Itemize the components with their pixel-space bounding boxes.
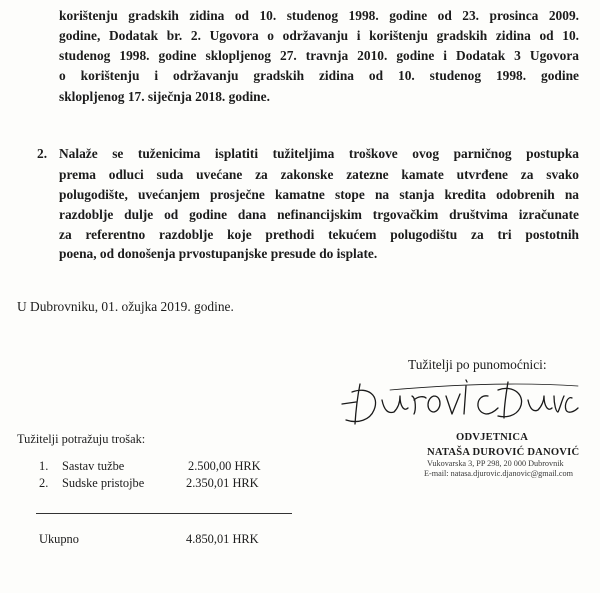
item1-line-1: korištenju gradskih zidina od 10. studenog 1998. godine od 23. prosinca 2009. [59, 8, 579, 23]
item1-line-5: sklopljenog 17. siječnja 2018. godine. [59, 89, 270, 104]
cost-item-2-num: 2. [39, 476, 49, 490]
item2-line-6: poena, od donošenja prvostupanjske presude do isplate. [59, 246, 378, 261]
item2-line-3: polugodište, uvećanjem prosječne kamatne stope na stanja kredita odobrenih na [59, 187, 579, 202]
stamp-title: ODVJETNICA [456, 432, 529, 443]
item1-line-3: studenog 1998. godine sklopljenog 27. travnja 2010. godine i Dodatak 3 Ugovora [59, 48, 579, 63]
cost-item-1-amount: 2.500,00 HRK [188, 459, 261, 473]
stamp-address: Vukovarska 3, PP 298, 20 000 Dubrovnik [427, 459, 564, 468]
signature-graphic [338, 378, 586, 436]
stamp-name: NATAŠA DUROVIĆ DANOVIĆ [427, 447, 580, 458]
stamp-email: E-mail: natasa.djurovic.djanovic@gmail.com [424, 469, 573, 478]
total-amount: 4.850,01 HRK [186, 532, 259, 546]
item2-line-4: razdoblje dulje od godine dana nefinancijskim trgovačkim društvima izračunate [59, 207, 579, 222]
item1-line-2: godine, Dodatak br. 2. Ugovora o održavanju i korištenju gradskih zidina od 10. [59, 28, 579, 43]
item2-line-1: Nalaže se tuženicima isplatiti tužiteljima troškove ovog parničnog postupka [59, 146, 579, 161]
item2-number: 2. [37, 146, 48, 161]
item2-line-5: za referentno razdoblje koje prethodi tekućem polugodištu za tri postotnih [59, 227, 579, 242]
cost-item-2-amount: 2.350,01 HRK [186, 476, 259, 490]
item2-line-2: prema odluci suda uvećane za zakonske zatezne kamate utvrđene za svako [59, 167, 579, 182]
total-divider [36, 513, 292, 514]
cost-item-2-label: Sudske pristojbe [62, 476, 145, 490]
total-label: Ukupno [39, 532, 79, 546]
signatory-label: Tužitelji po punomoćnici: [408, 357, 547, 372]
place-date: U Dubrovniku, 01. ožujka 2019. godine. [17, 299, 234, 314]
item1-line-4: o korištenju i održavanju gradskih zidina od 10. studenog 1998. godine [59, 68, 579, 83]
cost-item-1-num: 1. [39, 459, 49, 473]
costs-heading: Tužitelji potražuju trošak: [17, 432, 146, 446]
cost-item-1-label: Sastav tužbe [62, 459, 125, 473]
